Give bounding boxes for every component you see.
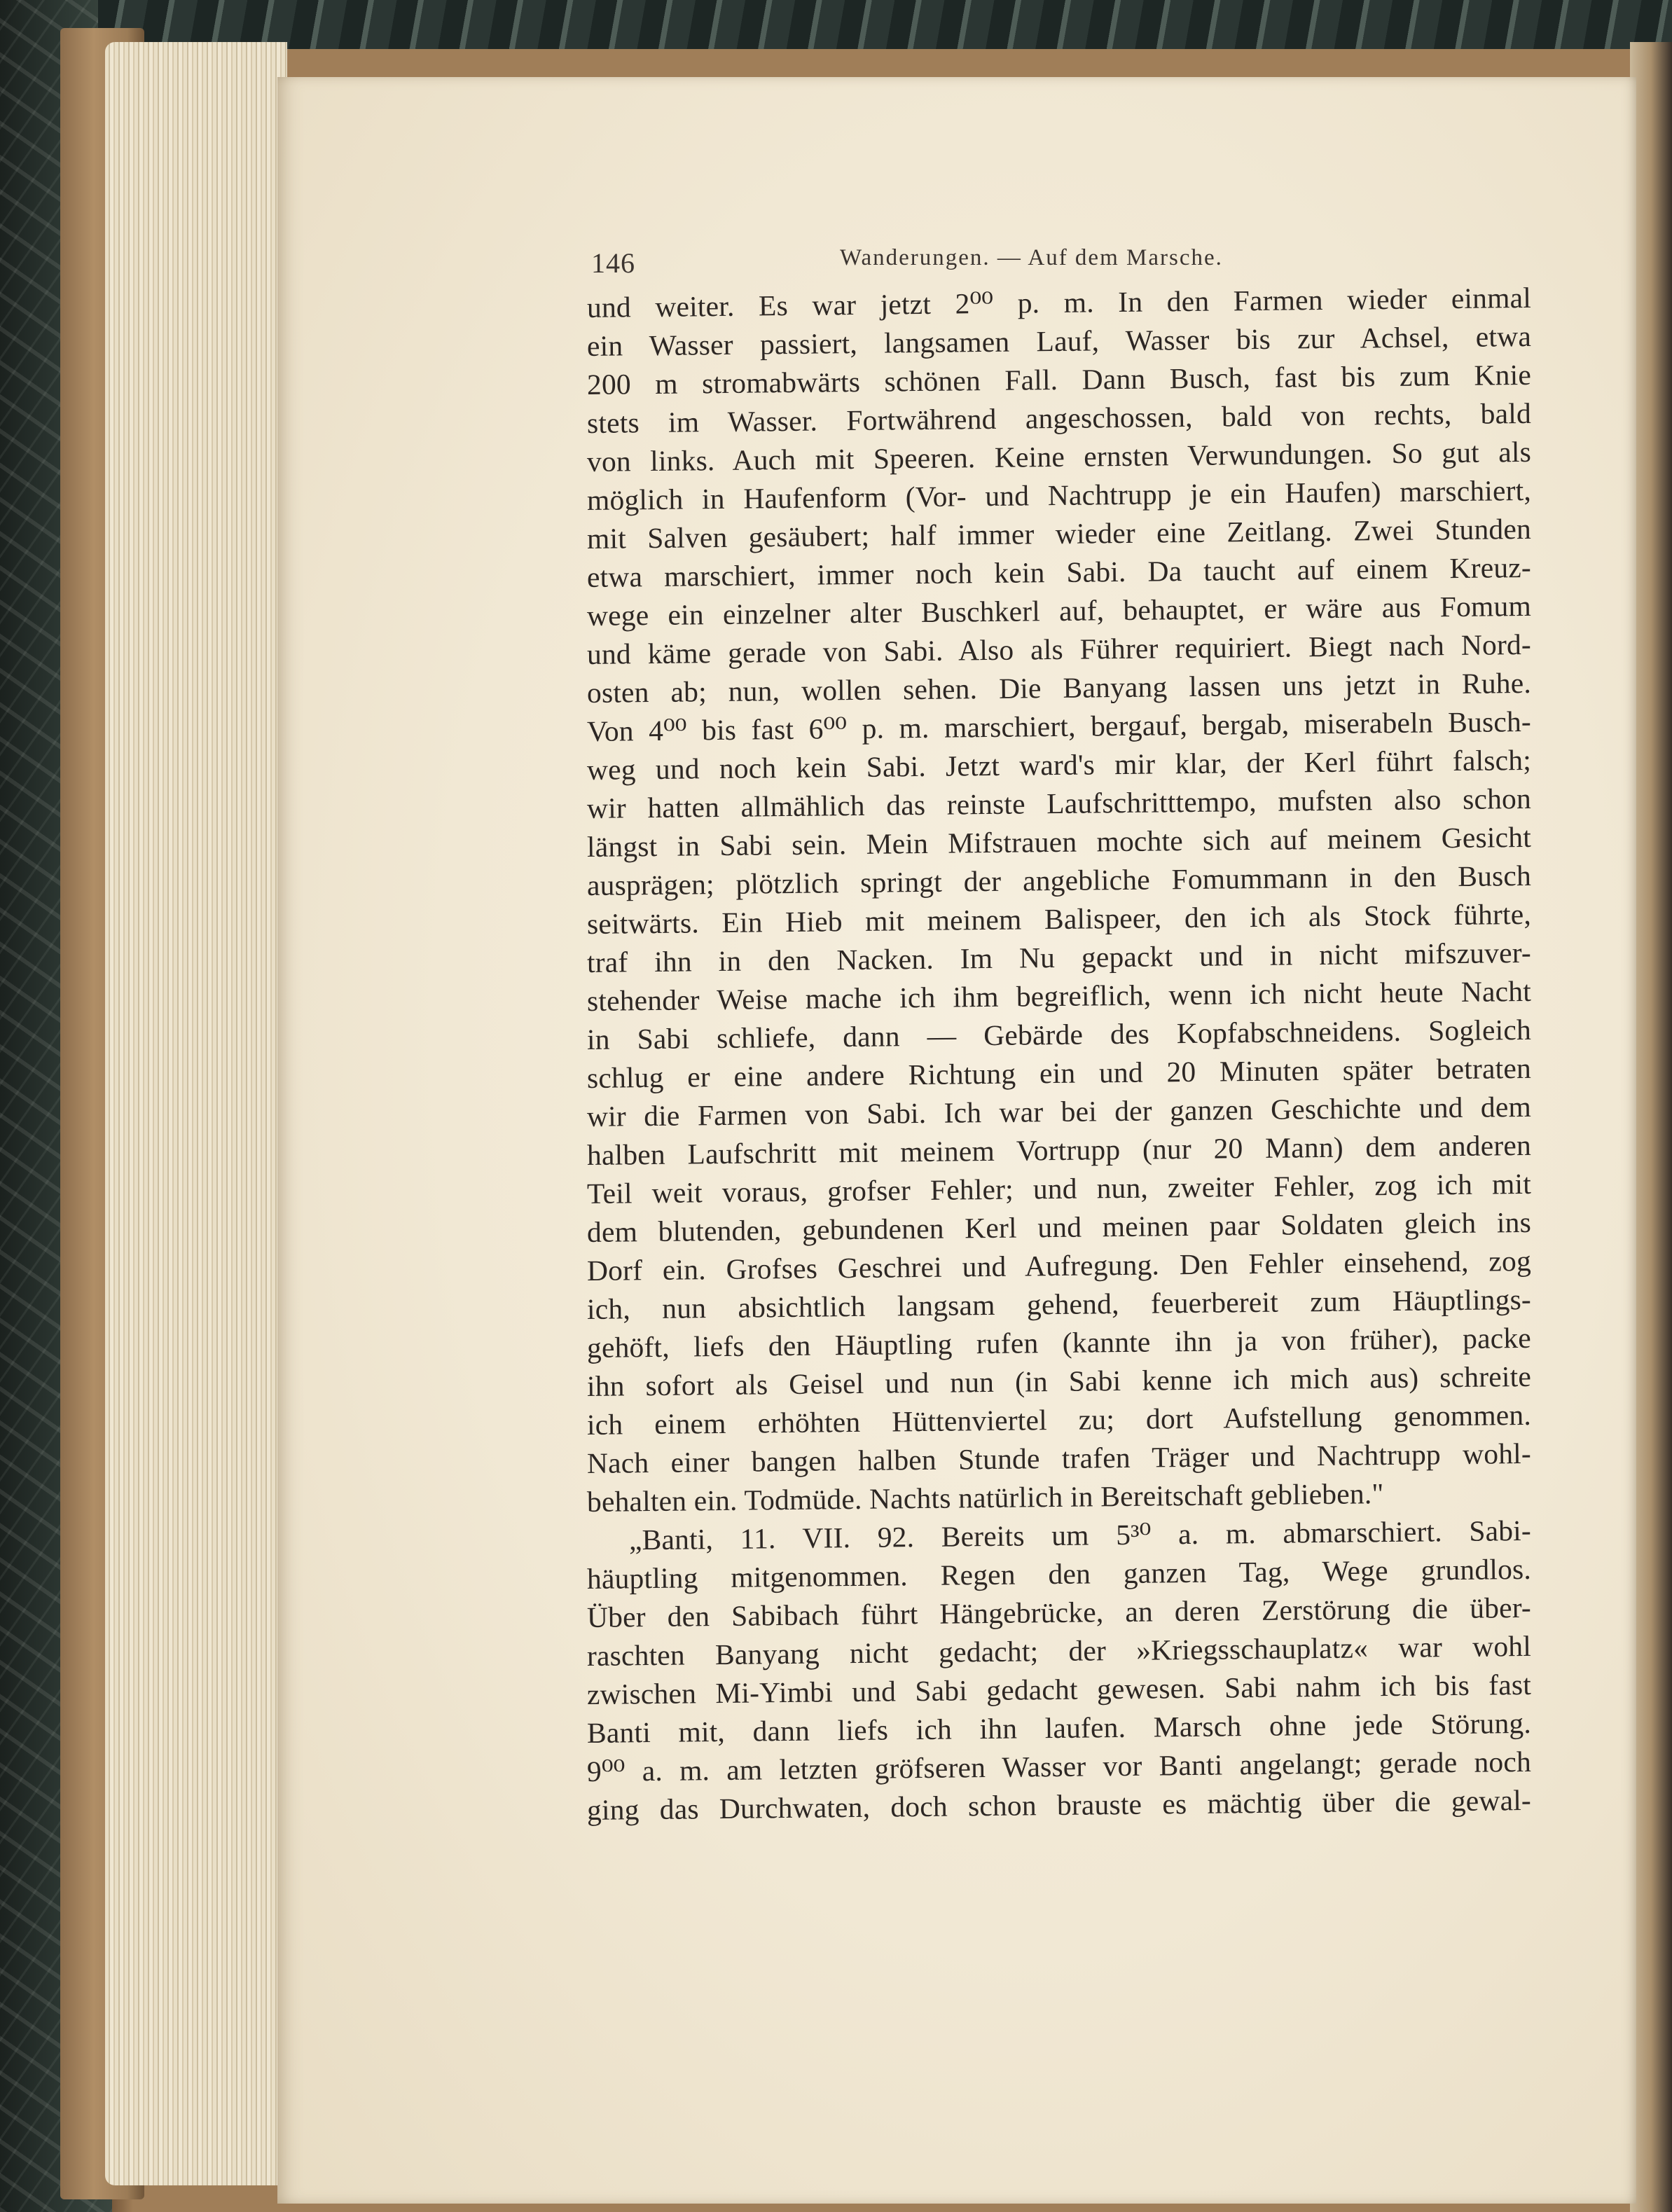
text-line: halben Laufschritt mit meinem Vortrupp (nur 20 Mann) dem anderen xyxy=(586,1128,1532,1171)
text-line: wir die Farmen von Sabi. Ich war bei der ganzen Geschichte und dem xyxy=(586,1090,1532,1133)
text-line: möglich in Haufenform (Vor- und Nachtrupp je ein Haufen) marschiert, xyxy=(586,473,1532,516)
text-line: und weiter. Es war jetzt 2⁰⁰ p. m. In den Farmen wieder einmal xyxy=(586,281,1532,324)
text-line: stets im Wasser. Fortwährend angeschossen, bald von rechts, bald xyxy=(586,396,1532,439)
text-line: und käme gerade von Sabi. Also als Führer requiriert. Biegt nach Nord- xyxy=(586,628,1532,670)
text-line: von links. Auch mit Speeren. Keine ernsten Verwundungen. So gut als xyxy=(586,435,1532,478)
text-line: raschten Banyang nicht gedacht; der »Kriegsschauplatz« war wohl xyxy=(586,1629,1532,1672)
text-line: osten ab; nun, wollen sehen. Die Banyang lassen uns jetzt in Ruhe. xyxy=(586,666,1532,709)
text-line: Nach einer bangen halben Stunde trafen Träger und Nachtrupp wohl- xyxy=(586,1437,1532,1479)
text-line: weg und noch kein Sabi. Jetzt ward's mir klar, der Kerl führt falsch; xyxy=(586,743,1532,786)
page-number: 146 xyxy=(591,247,635,279)
text-line: traf ihn in den Nacken. Im Nu gepackt und in nicht mifszuver- xyxy=(586,936,1532,979)
text-line: ausprägen; plötzlich springt der angebliche Fomummann in den Busch xyxy=(586,859,1532,901)
text-line: Banti mit, dann liefs ich ihn laufen. Marsch ohne jede Störung. xyxy=(586,1706,1532,1749)
text-line: längst in Sabi sein. Mein Mifstrauen mochte sich auf meinem Gesicht xyxy=(586,820,1532,863)
text-line: seitwärts. Ein Hieb mit meinem Balispeer, den ich als Stock führte, xyxy=(586,897,1532,940)
text-line: stehender Weise mache ich ihm begreiflich, wenn ich nicht heute Nacht xyxy=(586,974,1532,1017)
text-line: Von 4⁰⁰ bis fast 6⁰⁰ p. m. marschiert, bergauf, bergab, miserabeln Busch- xyxy=(586,705,1532,747)
text-line: 200 m stromabwärts schönen Fall. Dann Busch, fast bis zum Knie xyxy=(586,358,1532,401)
text-line: zwischen Mi-Yimbi und Sabi gedacht gewesen. Sabi nahm ich bis fast xyxy=(586,1668,1532,1710)
text-line: wir hatten allmählich das reinste Laufschritttempo, mufsten also schon xyxy=(586,782,1532,824)
text-line: ihn sofort als Geisel und nun (in Sabi kenne ich mich aus) schreite xyxy=(586,1360,1532,1402)
text-line: ich einem erhöhten Hüttenviertel zu; dort Aufstellung genommen. xyxy=(586,1398,1532,1441)
text-line: „Banti, 11. VII. 92. Bereits um 5³⁰ a. m. abmarschiert. Sabi- xyxy=(628,1514,1532,1556)
text-line: etwa marschiert, immer noch kein Sabi. Da taucht auf einem Kreuz- xyxy=(586,551,1532,593)
text-line: in Sabi schliefe, dann — Gebärde des Kopfabschneidens. Sogleich xyxy=(586,1013,1532,1056)
text-line: 9⁰⁰ a. m. am letzten gröfseren Wasser vor Banti angelangt; gerade noch xyxy=(586,1745,1532,1788)
page-header xyxy=(591,242,1271,284)
body-text xyxy=(586,281,1532,1830)
page-edges xyxy=(105,42,287,2185)
text-line: Über den Sabibach führt Hängebrücke, an deren Zerstörung die über- xyxy=(586,1591,1532,1633)
text-line: gehöft, liefs den Häuptling rufen (kannte ihn ja von früher), packe xyxy=(586,1321,1532,1364)
facing-page-edge xyxy=(1630,42,1672,2212)
text-line: Dorf ein. Grofses Geschrei und Aufregung. Den Fehler einsehend, zog xyxy=(586,1244,1532,1287)
text-line: häuptling mitgenommen. Regen den ganzen Tag, Wege grundlos. xyxy=(586,1552,1532,1595)
text-line: schlug er eine andere Richtung ein und 20 Minuten später betraten xyxy=(586,1051,1532,1094)
running-head: Wanderungen. — Auf dem Marsche. xyxy=(840,245,1223,270)
text-line: dem blutenden, gebundenen Kerl und meinen paar Soldaten gleich ins xyxy=(586,1205,1532,1248)
text-line: wege ein einzelner alter Buschkerl auf, behauptet, er wäre aus Fomum xyxy=(586,589,1532,632)
text-line: behalten ein. Todmüde. Nachts natürlich in Bereitschaft geblieben." xyxy=(586,1477,1384,1518)
text-line: ich, nun absichtlich langsam gehend, feuerbereit zum Häuptlings- xyxy=(586,1283,1532,1325)
text-line: mit Salven gesäubert; half immer wieder eine Zeitlang. Zwei Stunden xyxy=(586,512,1532,555)
text-line: ging das Durchwaten, doch schon brauste es mächtig über die gewal- xyxy=(586,1783,1532,1826)
text-line: Teil weit voraus, grofser Fehler; und nun, zweiter Fehler, zog ich mit xyxy=(586,1167,1532,1210)
text-line: ein Wasser passiert, langsamen Lauf, Wasser bis zur Achsel, etwa xyxy=(586,319,1532,362)
cover-top-edge xyxy=(98,0,1672,49)
